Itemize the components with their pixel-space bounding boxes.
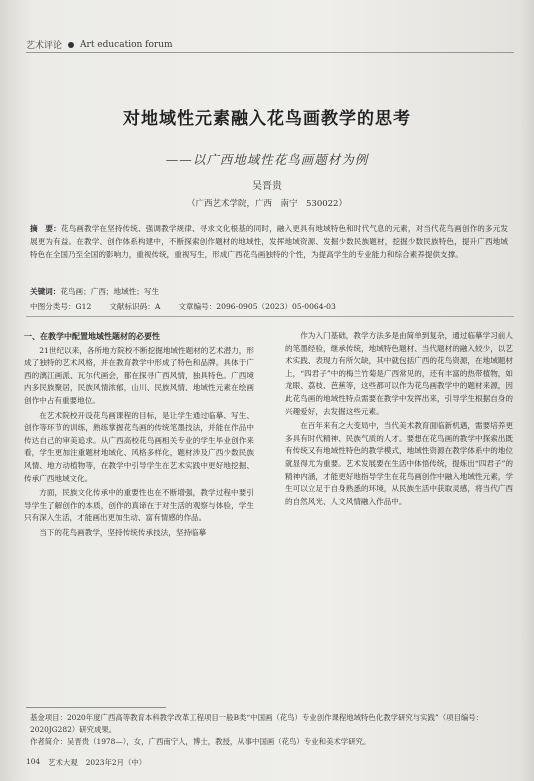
body-column-left bbox=[24, 330, 254, 542]
abstract-text: 花鸟画教学在坚持传统、强调教学规律、寻求文化根基的同时，融入更具有地域特色和时代气息的元素，对当代花鸟画创作的多元发展更为有益。在教学、创作体系构建中，不断探索创作题材的地域性，发挥地域资源、发掘少数民族题材，挖掘少数民族特色，提升广西地域特色在全国乃至全国的影响力，重视传统，重视写生，形成广西花鸟画独特的个性，为提高学生的专业能力和综合素养提供支撑。 bbox=[30, 224, 509, 260]
keywords-text: 花鸟画；广西；地域性；写生 bbox=[60, 287, 160, 296]
article-meta bbox=[30, 301, 508, 312]
body-paragraph: 方面，民族文化传承中的重要性也在不断增强，教学过程中要引导学生了解创作的本质，创作的真谛在于对生活的观察与体验，学生只有深入生活，才能画出更加生动、富有情感的作品。 bbox=[24, 488, 254, 523]
article-subtitle: ——以广西地域性花鸟画题材为例 bbox=[165, 152, 369, 167]
fund-note: 基金项目：2020年度广西高等教育本科教学改革工程项目一般B类“中国画（花鸟）专业创作课程地域特色化教学研究与实践”（项目编号：2020JG282）研究成果。 bbox=[30, 713, 484, 734]
section-heading: 一、在教学中配置地域性题材的必要性 bbox=[24, 331, 160, 341]
abstract bbox=[30, 222, 508, 262]
keywords bbox=[30, 286, 508, 297]
page-edge-shadow bbox=[520, 0, 534, 781]
body-paragraph: 在艺术院校开设花鸟画课程的目标，是让学生通过临摹、写生、创作等环节的训练，熟练掌握花鸟画的传统笔墨技法，并能在作品中传达自己的审美追求。从广西高校花鸟画相关专业的学生毕业创作来看，学生更加注重题材地域化、风格多样化，题材涉及广西少数民族风情、地方动植物等，在教学中引导学生在艺术实践中更好地挖掘、传承广西地域文化。 bbox=[24, 410, 254, 483]
author-bio: 作者简介：吴晋贵（1978—），女，广西南宁人，博士，教授，从事中国画（花鸟）专业和美术学研究。 bbox=[30, 737, 371, 746]
body-paragraph: 在百年来有之大变局中，当代美术教育面临新机遇，需要培养更多具有时代精神、民族气质的人才。要想在花鸟画的教学中探索出既有传统又有地域性特色的教学模式，地域性资源在教学体系中的地位就显得尤为重要。艺术发展要在生活中体悟传统，提炼出“四君子”的精神内涵，才能更好地指导学生在花鸟画创作中融入地域性元素，学生可以立足于自身熟悉的环境，从民族生活中获取灵感，将当代广西的自然风光、人文风情融入作品中。 bbox=[285, 421, 513, 506]
body-paragraph: 当下的花鸟画教学，坚持传统传承技法，坚持临摹 bbox=[39, 527, 207, 537]
footnote bbox=[30, 712, 508, 748]
clc-number: 中图分类号：G12 bbox=[30, 302, 92, 311]
footer-date: 2023年2月（中） bbox=[85, 758, 147, 767]
journal-column-name-en: Art education forum bbox=[80, 39, 173, 50]
article-author: 吴晋贵 bbox=[252, 181, 282, 192]
bullet-icon bbox=[68, 42, 74, 48]
keywords-label: 关键词： bbox=[30, 287, 61, 296]
document-code: 文献标识码：A bbox=[109, 302, 161, 311]
body-column-right bbox=[285, 330, 513, 510]
author-affiliation: （广西艺术学院，广西 南宁 530022） bbox=[187, 199, 347, 209]
header-divider bbox=[26, 52, 514, 53]
running-header bbox=[26, 38, 514, 51]
body-paragraph: 作为入门基础，教学方法多是由简单到复杂，通过临摹学习前人的笔墨经验，继承传统，地域特色题材、当代题材的融入较少，以艺术实践、表现力有所欠缺，其中就包括广西的花鸟资源，在地域题材上，“四君子”中的梅兰竹菊是广西常见的，还有丰富的热带植物，如龙眼、荔枝、芭蕉等，这些都可以作为花鸟画教学中的题材来源，因此花鸟画的地域性特点需要在教学中发挥出来，引导学生根据自身的兴趣爱好，去发掘这些元素。 bbox=[285, 331, 513, 416]
body-paragraph: 21世纪以来，各所地方院校不断挖掘地域性题材的艺术潜力，形成了独特的艺术风格，并在教育教学中形成了特色和品牌。具体于广西的漓江画派、瓦尔代画会，都在探寻广西风情，独具特色。广西境内多民族聚居，民族风情浓郁，山川、民族风情、地域性元素在绘画创作中占有重要地位。 bbox=[24, 345, 254, 405]
footer-journal: 艺术大观 bbox=[48, 758, 78, 767]
article-title: 对地域性元素融入花鸟画教学的思考 bbox=[123, 109, 411, 129]
page-footer bbox=[26, 757, 146, 768]
journal-column-name: 艺术评论 bbox=[26, 41, 63, 51]
page-number: 104 bbox=[26, 757, 41, 766]
abstract-label: 摘 要： bbox=[30, 224, 61, 233]
meta-divider bbox=[26, 316, 514, 317]
footnote-divider bbox=[26, 707, 166, 708]
article-id: 文章编号：2096-0905（2023）05-0064-03 bbox=[178, 302, 336, 311]
